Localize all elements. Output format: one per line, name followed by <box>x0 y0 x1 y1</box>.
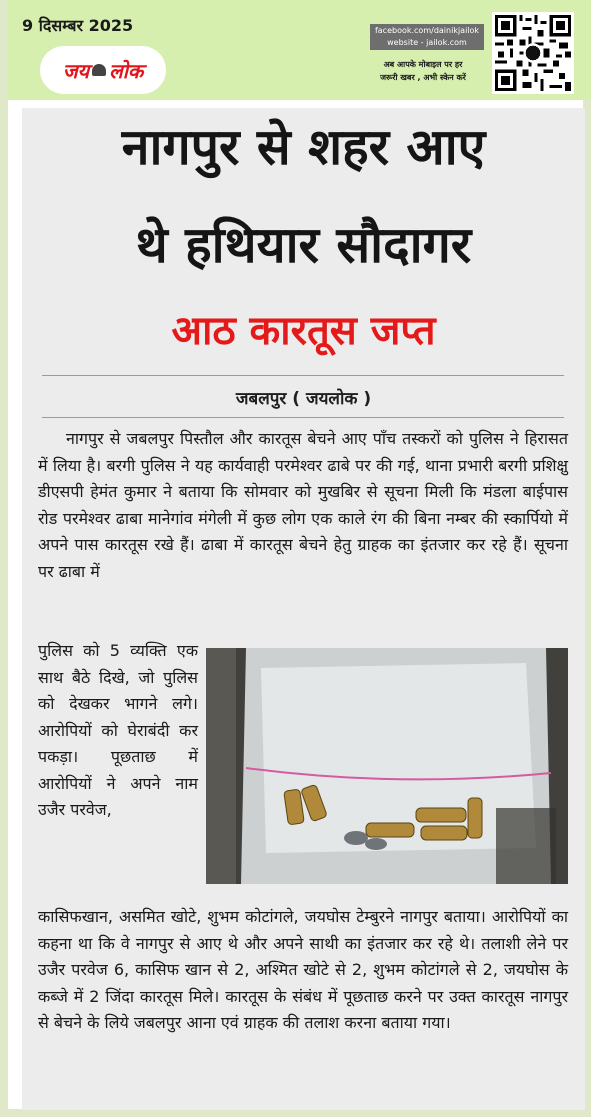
subheadline: आठ कारतूस जप्त <box>171 307 436 354</box>
divider-top <box>42 375 564 376</box>
newspaper-logo[interactable] <box>40 46 166 94</box>
logo-text-left: जय <box>62 58 90 83</box>
scan-prompt-line1: अब आपके मोबाइल पर हर <box>383 60 463 69</box>
dateline: जबलपुर ( जयलोक ) <box>235 389 372 409</box>
issue-date: 9 दिसम्बर 2025 <box>22 16 134 35</box>
header-band <box>8 0 591 100</box>
article-paragraph-3: कासिफखान, असमित खोटे, शुभम कोटांगले, जयघोस टेम्बुरने नागपुर बताया। आरोपियों का कहना था कि वे नागपुर से आए थे और अपने साथी का इंतजार कर रहे थे। तलाशी लेने पर उजैर परवेज 6, कासिफ खान से 2, अश्मित खोटे से 2, शुभम कोटांगले से 2, जयघोस के कब्जे में 2 जिंदा कारतूस मिले। कारतूस के संबंध में पूछताछ करने पर उक्त कारतूस नागपुर से बेचने के लिये जबलपुर आना एवं ग्राहक की तलाश करना बताया गया। <box>38 907 568 1032</box>
helmet-icon <box>92 64 106 76</box>
headline <box>22 118 585 274</box>
article-panel <box>22 108 585 1110</box>
article-paragraph-2: पुलिस को 5 व्यक्ति एक साथ बैठे दिखे, जो पुलिस को देखकर भागने लगे। आरोपियों को घेराबंदी कर पकड़ा। पूछताछ में आरोपियों ने अपने नाम उजैर परवेज, <box>38 641 198 819</box>
article-paragraph-1: नागपुर से जबलपुर पिस्तौल और कारतूस बेचने आए पाँच तस्करों को पुलिस ने हिरासत में लिया है। बरगी पुलिस ने यह कार्यवाही परमेश्वर ढाबे पर की गई, थाना प्रभारी बरगी प्रशिक्षु डीएसपी हेमंत कुमार ने बताया कि सोमवार को मुखबिर से सूचना मिली कि मंडला बाईपास रोड परमेश्वर ढाबा मानेगांव मंगेली में कुछ लोग एक काले रंग की बिना नम्बर की स्कार्पियो में अपने पास कारतूस रखे हैं। ढाबा में कारतूस बेचने हेतु ग्राहक का इंतजार कर रहे हैं। सूचना पर ढाबा में <box>38 429 568 581</box>
qr-code-icon[interactable] <box>492 12 574 94</box>
scan-prompt <box>358 58 488 84</box>
social-links-box[interactable] <box>370 24 484 50</box>
headline-line1: नागपुर से शहर आए <box>121 118 486 176</box>
scan-prompt-line2: जरूरी खबर , अभी स्केन करें <box>380 73 466 82</box>
headline-line2: थे हथियार सौदागर <box>135 216 472 274</box>
facebook-link[interactable]: facebook.com/dainikjailok <box>374 26 480 35</box>
cartridges-photo <box>206 648 568 884</box>
divider-bottom <box>42 417 564 418</box>
website-link[interactable]: website - jailok.com <box>387 38 467 47</box>
logo-text-right: लोक <box>109 58 144 83</box>
